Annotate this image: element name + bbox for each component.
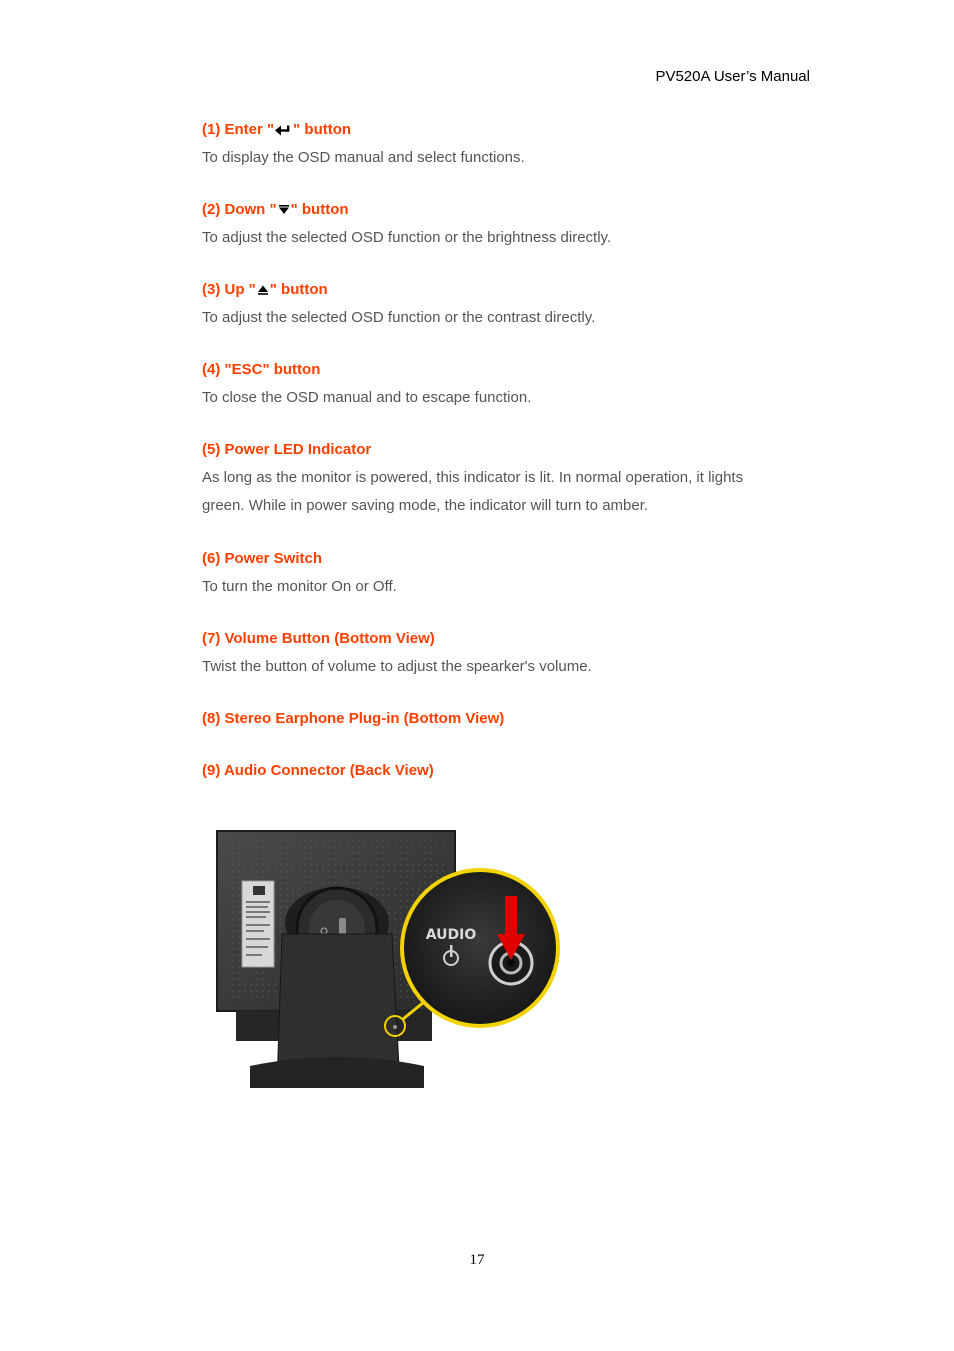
section-description: To close the OSD manual and to escape function. [202, 389, 532, 406]
section-heading: (3) Up " " button [202, 281, 328, 298]
section-power-led [202, 441, 762, 520]
section-heading: (4) "ESC" button [202, 361, 321, 378]
section-description: To adjust the selected OSD function or the contrast directly. [202, 309, 596, 326]
section-power-switch [202, 550, 762, 601]
up-triangle-icon [257, 285, 269, 295]
section-heading: (5) Power LED Indicator [202, 441, 372, 458]
section-heading: (1) Enter " " button [202, 121, 352, 138]
section-description: To display the OSD manual and select functions. [202, 149, 525, 166]
down-triangle-icon [278, 205, 290, 215]
section-up-button [202, 281, 762, 332]
audio-label: AUDIO [425, 927, 477, 943]
section-heading: (6) Power Switch [202, 550, 323, 567]
section-heading: (9) Audio Connector (Back View) [202, 762, 434, 779]
section-heading: (7) Volume Button (Bottom View) [202, 630, 435, 647]
section-esc-button [202, 361, 762, 412]
section-down-button [202, 201, 762, 252]
monitor-back-view-image [212, 826, 564, 1094]
section-description: Twist the button of volume to adjust the spearker's volume. [202, 658, 592, 675]
page-number: 17 [469, 1252, 485, 1268]
section-audio-connector [202, 762, 762, 780]
section-heading: (8) Stereo Earphone Plug-in (Bottom View) [202, 710, 505, 727]
section-earphone-plug [202, 710, 762, 728]
section-description: To turn the monitor On or Off. [202, 578, 397, 595]
section-description: As long as the monitor is powered, this indicator is lit. In normal operation, it lights green. While in power saving mode, the indicator will turn to amber. [202, 469, 744, 514]
section-enter-button [202, 121, 762, 172]
enter-arrow-icon [275, 125, 292, 136]
section-description: To adjust the selected OSD function or the brightness directly. [202, 229, 612, 246]
section-heading: (2) Down " " button [202, 201, 349, 218]
section-volume-button [202, 630, 762, 681]
page-header: PV520A User’s Manual [655, 68, 810, 85]
